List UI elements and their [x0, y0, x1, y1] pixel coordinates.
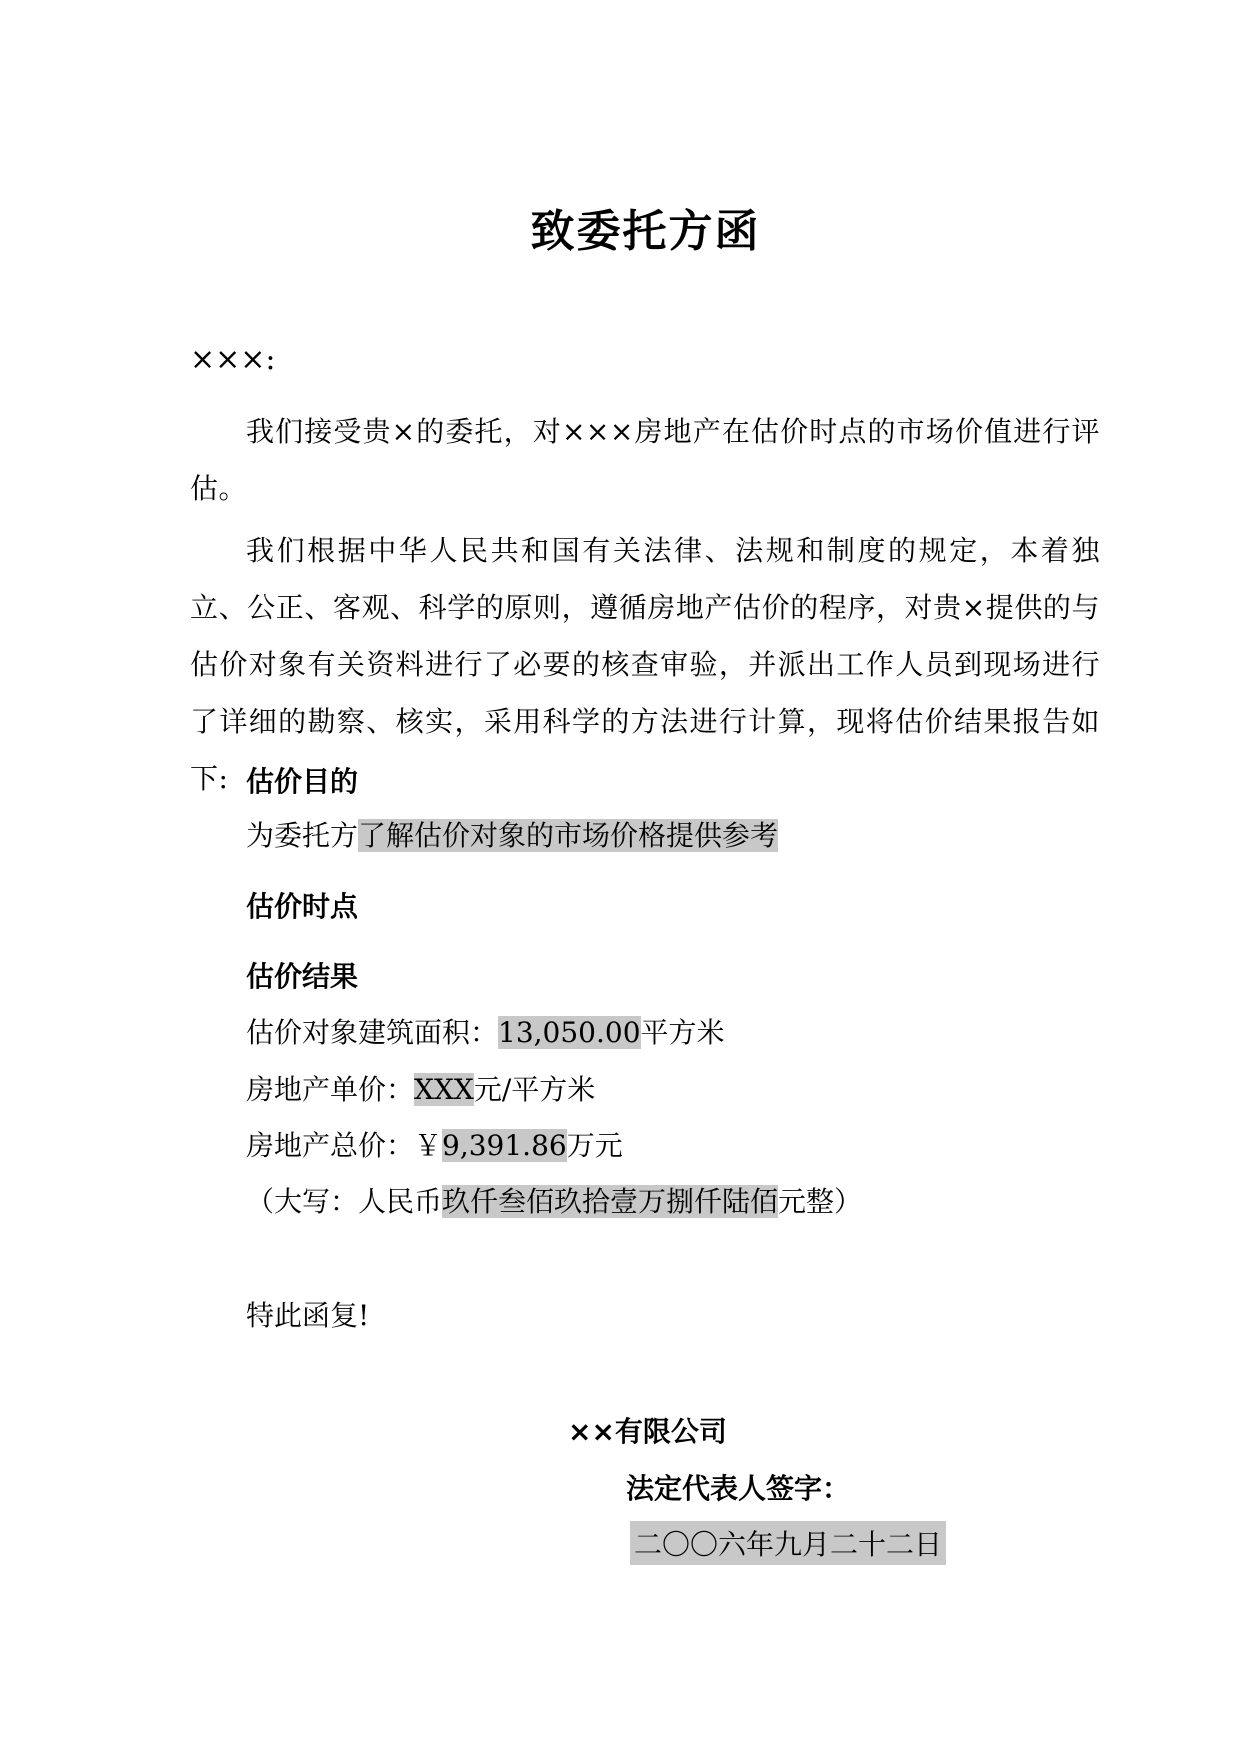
closing-text: 特此函复!: [246, 1299, 370, 1332]
signer-label: 法定代表人签字：: [626, 1472, 851, 1505]
purpose-heading: 估价目的: [246, 765, 359, 798]
time-point-heading: 估价时点: [246, 890, 359, 923]
area-value: 13,050.00: [498, 1016, 641, 1049]
total-price-value: 9,391.86: [442, 1129, 567, 1162]
page-title: 致委托方函: [530, 206, 761, 257]
purpose-text-highlight: 了解估价对象的市场价格提供参考: [358, 819, 779, 852]
total-price-line: [246, 1124, 623, 1164]
basis-paragraph: 我们根据中华人民共和国有关法律、法规和制度的规定，本着独立、公正、客观、科学的原则，遵循房地产估价的程序，对贵×提供的与估价对象有关资料进行了必要的核查审验，并派出工作人员到现场进行了详细的勘察、核实，采用科学的方法进行计算，现将估价结果报告如下:: [190, 534, 1100, 795]
unit-price-unit: 元/平方米: [473, 1073, 596, 1106]
capital-prefix: （大写：人民币: [246, 1185, 443, 1218]
total-price-unit: 万元: [566, 1129, 623, 1162]
area-unit: 平方米: [640, 1016, 725, 1049]
result-heading: 估价结果: [246, 960, 359, 993]
unit-price-label: 房地产单价：: [246, 1073, 415, 1106]
purpose-text: [246, 814, 778, 854]
area-label: 估价对象建筑面积：: [246, 1016, 499, 1049]
capital-amount-line: [246, 1180, 862, 1220]
unit-price-line: [246, 1068, 595, 1108]
company-name: ××有限公司: [568, 1415, 727, 1448]
total-price-label: 房地产总价：￥: [246, 1129, 443, 1162]
area-line: [246, 1011, 725, 1051]
letter-date: 二〇〇六年九月二十二日: [630, 1521, 946, 1565]
capital-value: 玖仟叁佰玖拾壹万捌仟陆佰: [442, 1185, 779, 1218]
salutation: ×××:: [190, 342, 276, 377]
unit-price-value: XXX: [414, 1073, 474, 1106]
intro-paragraph: 我们接受贵×的委托，对×××房地产在估价时点的市场价值进行评估。: [190, 415, 1100, 505]
purpose-text-prefix: 为委托方: [246, 819, 359, 852]
capital-suffix: 元整）: [778, 1185, 863, 1218]
